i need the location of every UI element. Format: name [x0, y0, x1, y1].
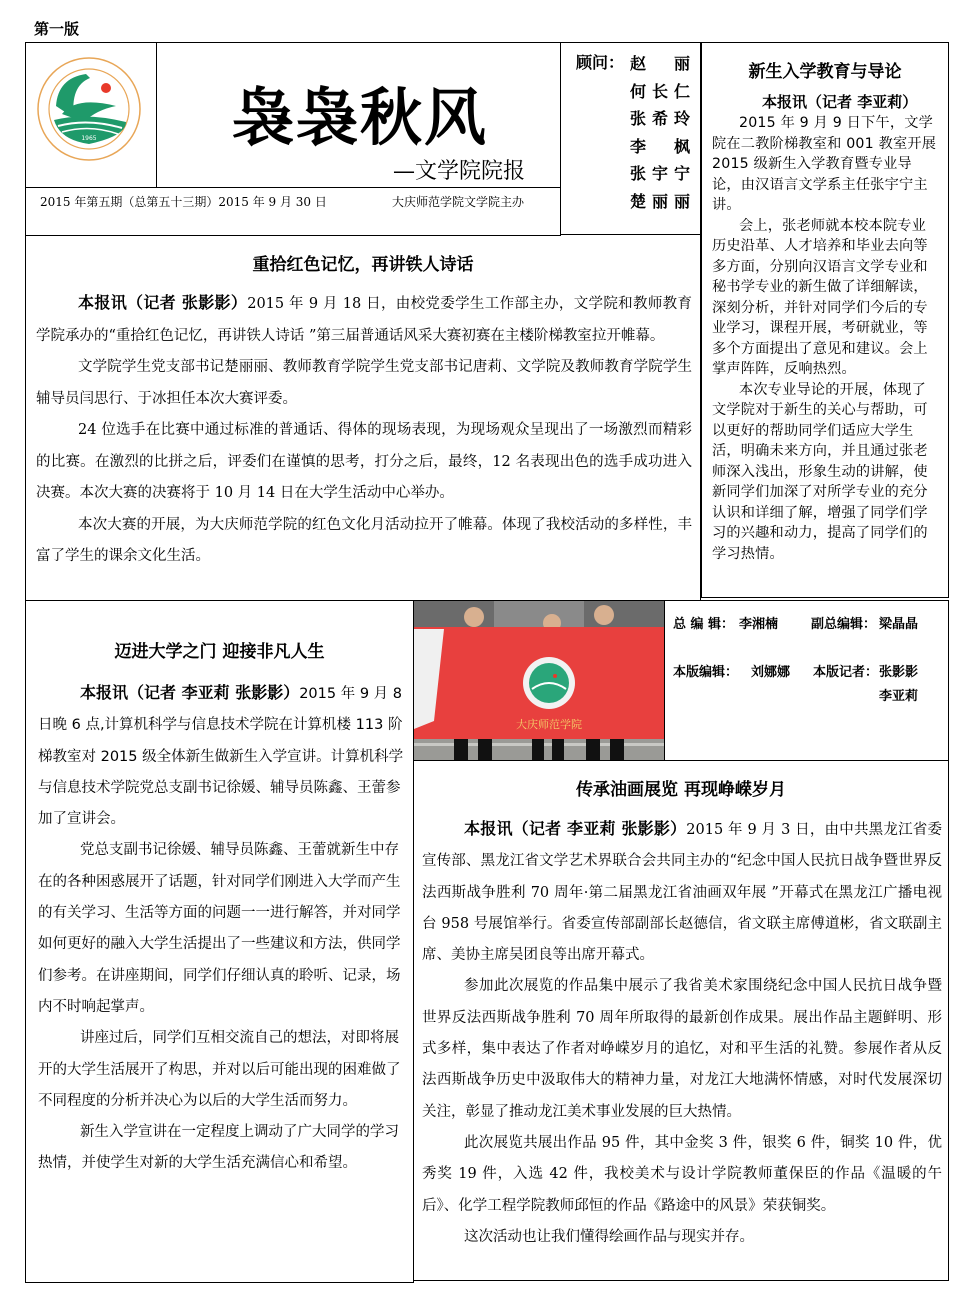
paragraph: 2015 年 9 月 9 日下午，文学院在二教阶梯教室和 001 教室开展 2015 级新生入学教育暨专业导论，由汉语言文学系主任张宇宁主讲。 — [712, 115, 937, 213]
advisor-name: 张希玲 — [630, 109, 690, 128]
article-byline: 本报讯（记者 张影影） — [78, 293, 248, 312]
reporters-label: 本版记者： — [813, 665, 879, 680]
paragraph: 这次活动也让我们懂得绘画作品与现实并存。 — [464, 1228, 755, 1245]
paragraph: 党总支副书记徐媛、辅导员陈鑫、王蕾就新生中存在的各种困惑展开了话题，针对同学们刚进入大学而产生的有关学习、生活等方面的问题一一进行解答，并对同学如何更好的融入大学生活提出了一些建议和方法，供同学们参考。在讲座期间，同学们仔细认真的聆听、记录，场内不时响起掌声。 — [38, 842, 401, 1015]
university-logo-icon — [36, 56, 142, 162]
advisor-name: 楚丽丽 — [630, 191, 690, 211]
issue-info: 2015 年第五期（总第五十三期）2015 年 9 月 30 日 — [40, 195, 327, 209]
article-title: 传承油画展览 再现峥嵘岁月 — [576, 780, 786, 800]
lead-text: 2015 年 9 月 8 日晚 6 点,计算机科学与信息技术学院在计算机楼 113 阶梯教室对 2015 级全体新生做新生入学宣讲。计算机科学与信息技术学院党总支副书记徐媛、辅导员陈鑫、王蕾参加了宣讲会。 — [38, 686, 404, 828]
article-byline: 本报讯（记者 李亚莉 张影影） — [80, 683, 300, 702]
paragraph: 本次大赛的开展，为大庆师范学院的红色文化月活动拉开了帷幕。体现了我校活动的多样性，丰富了学生的课余文化生活。 — [36, 516, 692, 564]
article-oil-painting — [413, 760, 949, 1281]
university-logo — [36, 56, 142, 162]
reporter: 张影影 — [879, 665, 919, 680]
flag-photo-image — [414, 601, 664, 761]
paragraph: 此次展览共展出作品 95 件，其中金奖 3 件，银奖 6 件，铜奖 10 件，优秀奖 19 件，入选 42 件，我校美术与设计学院教师董保臣的作品《温暖的午后》、化学工程学院教师邱恒的作品《路途中的风景》荣获铜奖。 — [422, 1134, 942, 1214]
paragraph: 24 位选手在比赛中通过标准的普通话、得体的现场表现，为现场观众呈现出了一场激烈而精彩的比赛。在激烈的比拼之后，评委们在谨慎的思考，打分之后，最终，12 名表现出色的选手成功进入决赛。本次大赛的决赛将于 10 月 14 日在大学生活动中心举办。 — [36, 422, 692, 501]
paragraph: 讲座过后，同学们互相交流自己的想法，对即将展开的大学生活展开了构思，并对以后可能出现的困难做了不同程度的分析并决心为以后的大学生活而努力。 — [38, 1030, 401, 1109]
article-title: 重拾红色记忆，再讲铁人诗话 — [252, 255, 474, 275]
paragraph: 文学院学生党支部书记楚丽丽、教师教育学院学生党支部书记唐莉、文学院及教师教育学院学生辅导员闫思行、于冰担任本次大赛评委。 — [36, 359, 692, 407]
chief-editor-label: 总 编 辑： — [673, 617, 735, 632]
article-body — [36, 287, 692, 573]
article-title: 新生入学教育与导论 — [748, 62, 902, 82]
edition-label: 第一版 — [34, 20, 80, 38]
article-red-memory — [25, 235, 701, 601]
editors-box — [664, 600, 949, 761]
paragraph: 会上，张老师就本校本院专业历史沿革、人才培养和毕业去向等多方面，分别向汉语言文学专业和秘书学专业的新生做了详细解读，深刻分析，并针对同学们今后的专业学习，课程开展，考研就业，等多个方面提出了意见和建议。会上掌声阵阵，反响热烈。 — [712, 217, 928, 377]
deputy-editor-label: 副总编辑： — [811, 617, 877, 632]
paragraph: 新生入学宣讲在一定程度上调动了广大同学的学习热情，并使学生对新的大学生活充满信心和希望。 — [38, 1124, 400, 1172]
page-editor: 刘娜娜 — [751, 665, 791, 680]
newspaper-subtitle: —文学院院报 — [393, 159, 526, 184]
article-title: 迈进大学之门 迎接非凡人生 — [114, 642, 325, 662]
lead-text: 2015 年 9 月 18 日，由校党委学生工作部主办，文学院和教师教育学院承办的“重拾红色记忆，再讲铁人诗话 ”第三届普通话风采大赛初赛在主楼阶梯教室拉开帷幕。 — [36, 296, 692, 344]
advisor-name: 张宇宁 — [630, 164, 690, 183]
paragraph: 本次专业导论的开展，体现了文学院对于新生的关心与帮助，可以更好的帮助同学们适应大学生活，明确未来方向，并且通过张老师深入浅出，形象生动的讲解，使新同学们加深了对所学专业的充分认识和详细了解，增强了同学们学习的兴趣和动力，提高了同学们的学习热情。 — [712, 381, 928, 562]
advisors-label: 顾问： — [576, 53, 625, 72]
advisor-name: 何长仁 — [630, 81, 690, 101]
publisher: 大庆师范学院文学院主办 — [392, 195, 525, 209]
page-editor-label: 本版编辑： — [673, 665, 739, 680]
newspaper-title: 袅袅秋风 — [232, 81, 489, 154]
advisors-list — [630, 50, 690, 215]
advisor-name: 赵丽 — [630, 54, 690, 73]
chief-editor: 李湘楠 — [739, 617, 779, 632]
article-freshman-lecture — [25, 601, 414, 1283]
lead-text: 2015 年 9 月 3 日，由中共黑龙江省委宣传部、黑龙江省文学艺术界联合会共同主办的“纪念中国人民抗日战争暨世界反法西斯战争胜利 70 周年·第二届黑龙江省油画双年展 ”开幕式在黑龙江广播电视台 958 号展馆举行。省委宣传部副部长赵德信，省文联主席傅道彬，省文联副主席、美协主席吴团良等出席开幕式。 — [422, 822, 942, 964]
paragraph — [38, 677, 404, 835]
news-photo — [414, 601, 664, 761]
article-body — [712, 113, 940, 564]
flag-text: 大庆师范学院 — [516, 718, 582, 731]
paragraph: 参加此次展览的作品集中展示了我省美术家围绕纪念中国人民抗日战争暨世界反法西斯战争胜利 70 周年所取得的最新创作成果。展出作品主题鲜明、形式多样，集中表达了作者对峥嵘岁月的追忆，对和平生活的礼赞。参展作者从反法西斯战争历史中汲取伟大的精神力量，对龙江大地满怀情感，对时代发展深切关注，彰显了推动龙江美术事业发展的巨大热情。 — [422, 978, 942, 1120]
logo-year: 1965 — [81, 135, 97, 142]
paragraph — [36, 287, 692, 352]
article-byline: 本报讯（记者 李亚莉） — [762, 93, 918, 111]
advisor-name: 李枫 — [630, 136, 690, 156]
article-byline: 本报讯（记者 李亚莉 张影影） — [464, 819, 687, 838]
article-body — [38, 677, 404, 1180]
article-orientation — [701, 42, 949, 598]
article-body — [422, 813, 942, 1253]
masthead-divider — [25, 187, 561, 188]
deputy-editor: 梁晶晶 — [879, 617, 919, 632]
reporter: 李亚莉 — [879, 689, 919, 704]
paragraph — [422, 813, 942, 971]
